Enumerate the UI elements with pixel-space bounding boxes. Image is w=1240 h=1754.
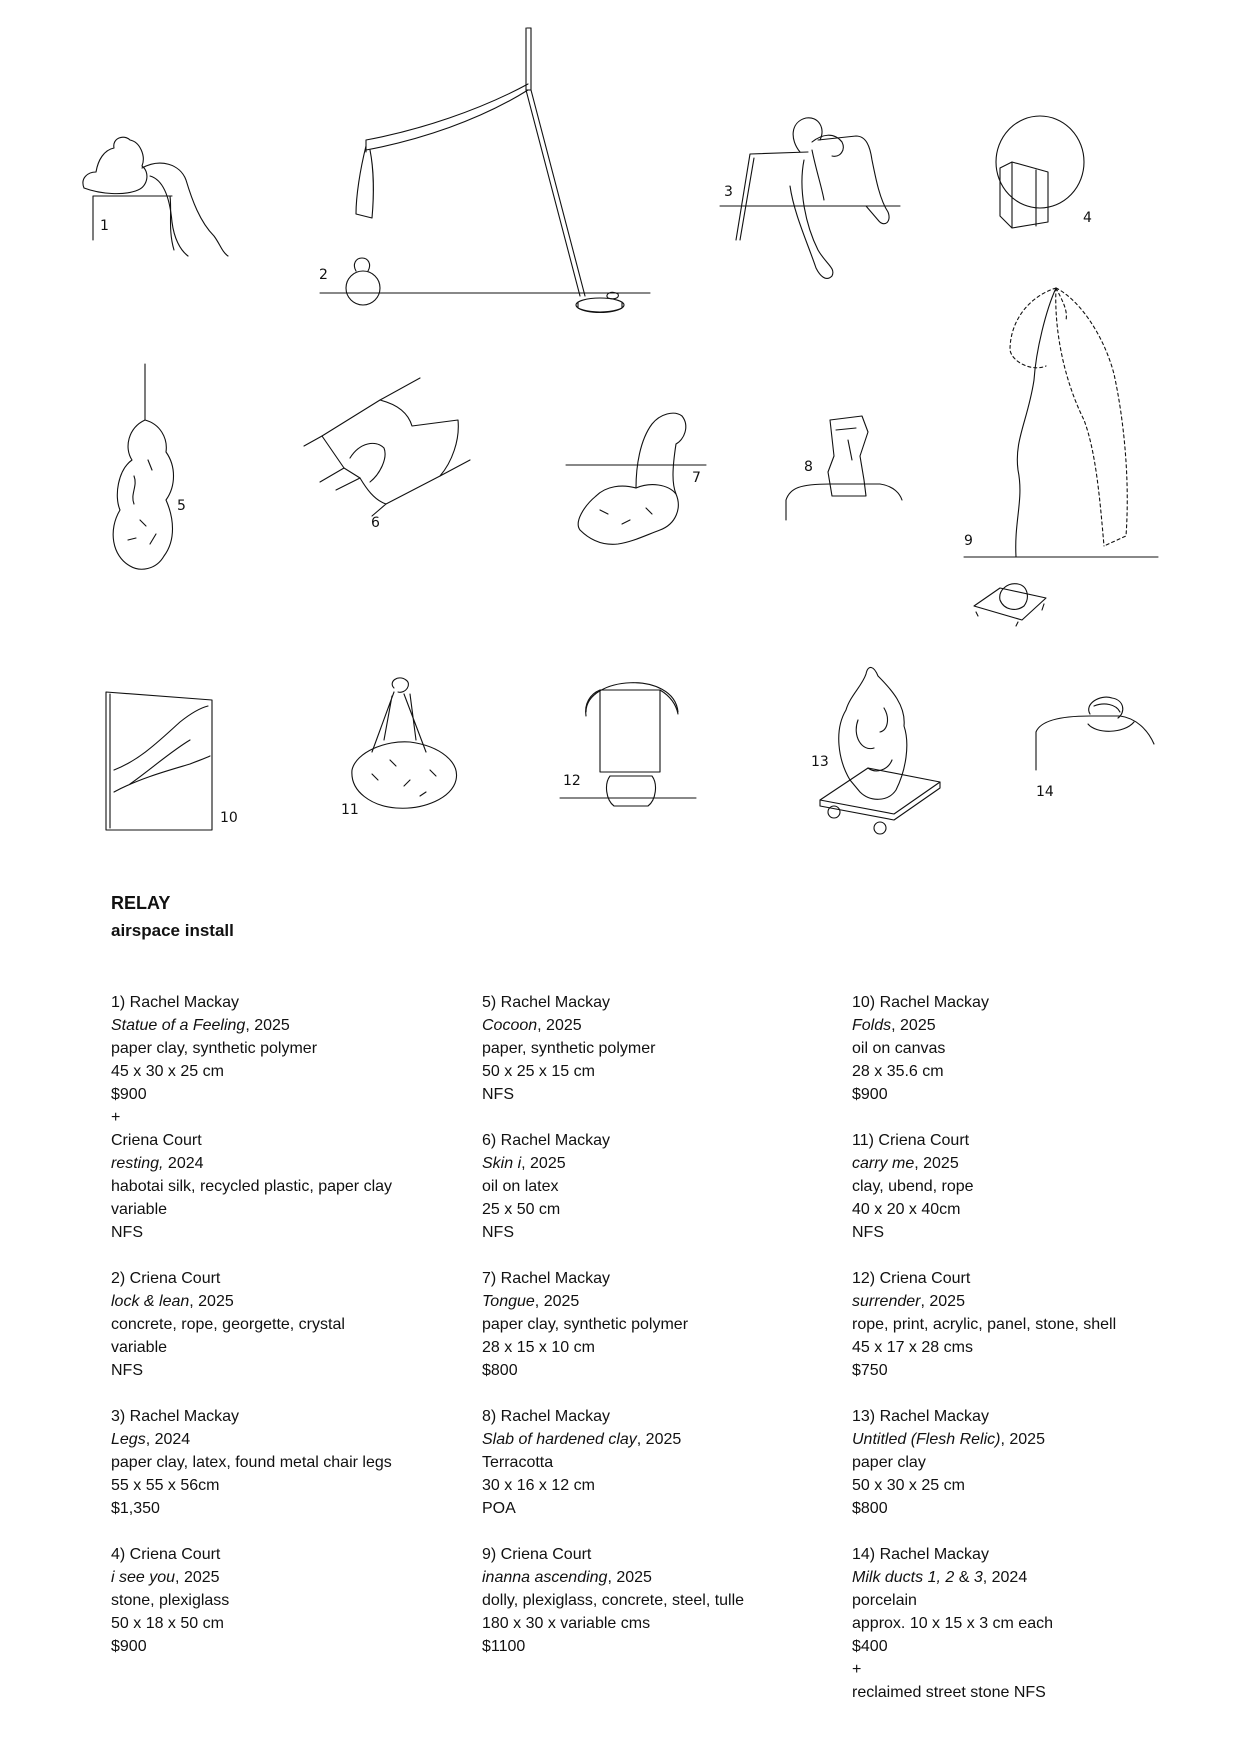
artwork-entry-line [111, 1106, 441, 1129]
artwork-detail: NFS [111, 1362, 143, 1379]
artwork-detail: 25 x 50 cm [482, 1201, 561, 1218]
artwork-detail-suffix: , 2025 [891, 1017, 936, 1034]
artwork-title: resting, [111, 1155, 164, 1172]
artwork-detail-suffix: , 2025 [607, 1569, 652, 1586]
artwork-title: Tongue [482, 1293, 535, 1310]
artwork-entry-line [852, 1037, 1182, 1060]
artwork-detail: 28 x 15 x 10 cm [482, 1339, 595, 1356]
artwork-4-drawing [996, 116, 1084, 228]
artwork-entry-line [111, 1313, 441, 1336]
artwork-detail: 1) Rachel Mackay [111, 994, 240, 1011]
artwork-detail: 2) Criena Court [111, 1270, 221, 1287]
artwork-detail: 13) Rachel Mackay [852, 1408, 989, 1425]
artwork-entry-line [852, 1497, 1182, 1520]
artwork-detail: 50 x 30 x 25 cm [852, 1477, 965, 1494]
artwork-entry-line [111, 1152, 441, 1175]
artwork-detail-suffix: , 2025 [175, 1569, 220, 1586]
artwork-entry-line [111, 1428, 441, 1451]
artwork-entry-line [111, 1543, 441, 1566]
artwork-detail: 180 x 30 x variable cms [482, 1615, 651, 1632]
artwork-detail: 8) Rachel Mackay [482, 1408, 611, 1425]
artwork-title: lock & lean [111, 1293, 190, 1310]
artwork-entry [482, 1267, 812, 1382]
artwork-entry [852, 991, 1182, 1106]
artwork-entry-line [482, 1566, 812, 1589]
artwork-entry-line [482, 1451, 812, 1474]
artwork-entry-line [852, 1658, 1182, 1681]
figure-number-2: 2 [319, 267, 328, 283]
figure-number-10: 10 [220, 810, 238, 826]
artwork-title: i see you [111, 1569, 176, 1586]
artwork-entry-line [111, 1566, 441, 1589]
artwork-entry-line [482, 1014, 812, 1037]
artwork-title: Statue of a Feeling [111, 1017, 246, 1034]
artwork-detail: Terracotta [482, 1454, 554, 1471]
artwork-entry-line [482, 1290, 812, 1313]
artwork-detail: $1100 [482, 1638, 526, 1655]
figure-number-14: 14 [1036, 784, 1054, 800]
artwork-entry [852, 1129, 1182, 1244]
figure-number-7: 7 [692, 470, 701, 486]
artwork-entry-line [482, 1267, 812, 1290]
artwork-entry-line [111, 1037, 441, 1060]
artwork-entry-line [852, 1060, 1182, 1083]
artwork-detail: paper clay, synthetic polymer [482, 1316, 689, 1333]
artwork-entry-line [111, 1060, 441, 1083]
artwork-detail: 4) Criena Court [111, 1546, 221, 1563]
artwork-list-column-3 [852, 991, 1182, 1727]
artwork-title: Cocoon [482, 1017, 538, 1034]
artwork-detail-suffix: , 2025 [189, 1293, 234, 1310]
artwork-entry-line [482, 1313, 812, 1336]
artwork-entry-line [111, 991, 441, 1014]
artwork-detail: NFS [482, 1224, 514, 1241]
artwork-detail: paper clay [852, 1454, 926, 1471]
artwork-entry-line [482, 1060, 812, 1083]
artwork-detail: oil on latex [482, 1178, 559, 1195]
artwork-detail: 45 x 30 x 25 cm [111, 1063, 224, 1080]
artwork-detail-suffix: & [954, 1569, 974, 1586]
artwork-entry-line [111, 1405, 441, 1428]
artwork-1-drawing [83, 137, 228, 256]
artwork-entry-line [111, 1198, 441, 1221]
artwork-entry-line [482, 1612, 812, 1635]
artwork-detail: rope, print, acrylic, panel, stone, shell [852, 1316, 1117, 1333]
artwork-detail-suffix: , 2025 [914, 1155, 959, 1172]
artwork-entry-line [111, 1267, 441, 1290]
artwork-entry-line [111, 1175, 441, 1198]
artwork-detail: + [111, 1109, 121, 1126]
artwork-detail-suffix: , 2025 [1000, 1431, 1045, 1448]
artwork-7-drawing [566, 413, 706, 544]
figure-number-9: 9 [964, 533, 973, 549]
artwork-entry-line [852, 1543, 1182, 1566]
artwork-entry-line [852, 1681, 1182, 1704]
artwork-detail: POA [482, 1500, 516, 1517]
artwork-detail: habotai silk, recycled plastic, paper clay [111, 1178, 393, 1195]
artwork-detail: NFS [852, 1224, 884, 1241]
artwork-entry-line [482, 1405, 812, 1428]
artwork-entry-line [852, 1635, 1182, 1658]
artwork-entry-line [852, 1428, 1182, 1451]
artwork-entry-line [482, 1359, 812, 1382]
figure-number-3: 3 [724, 184, 733, 200]
artwork-detail: 50 x 18 x 50 cm [111, 1615, 224, 1632]
artwork-title: Legs [111, 1431, 146, 1448]
artwork-entry-line [852, 1198, 1182, 1221]
artwork-title: Folds [852, 1017, 892, 1034]
page-title: RELAY [111, 893, 171, 913]
artwork-title: Milk ducts 1, 2 [852, 1569, 955, 1586]
artwork-entry-line [852, 1221, 1182, 1244]
artwork-detail: $900 [111, 1086, 147, 1103]
artwork-detail: NFS [482, 1086, 514, 1103]
artwork-entry-line [482, 1083, 812, 1106]
artwork-detail-suffix: , 2024 [145, 1431, 191, 1448]
artwork-entry [482, 1543, 812, 1658]
artwork-entry-line [111, 1083, 441, 1106]
artwork-detail: 30 x 16 x 12 cm [482, 1477, 595, 1494]
artwork-title: inanna ascending [482, 1569, 608, 1586]
artwork-entry-line [482, 1428, 812, 1451]
artwork-entry-line [482, 1175, 812, 1198]
artwork-entry-line [852, 1566, 1182, 1589]
artwork-entry-line [111, 1129, 441, 1152]
artwork-detail-suffix: , 2025 [537, 1017, 582, 1034]
artwork-detail: porcelain [852, 1592, 917, 1609]
artwork-entry-line [852, 1175, 1182, 1198]
installation-drawings [0, 0, 1240, 860]
artwork-entry-line [482, 1635, 812, 1658]
artwork-detail: 3) Rachel Mackay [111, 1408, 240, 1425]
artwork-detail-suffix: , 2025 [920, 1293, 965, 1310]
artwork-detail-suffix: , 2025 [534, 1293, 580, 1310]
artwork-detail: Criena Court [111, 1132, 202, 1149]
artwork-entry [111, 991, 441, 1244]
artwork-title: Skin i [482, 1155, 522, 1172]
artwork-detail: 6) Rachel Mackay [482, 1132, 611, 1149]
artwork-detail: + [852, 1661, 862, 1678]
artwork-14-drawing [1036, 697, 1154, 770]
artwork-detail: clay, ubend, rope [852, 1178, 974, 1195]
artwork-detail: 50 x 25 x 15 cm [482, 1063, 595, 1080]
artwork-entry-line [111, 1497, 441, 1520]
artwork-title: surrender [852, 1293, 921, 1310]
artwork-list-column-1 [111, 991, 441, 1681]
artwork-detail: 45 x 17 x 28 cms [852, 1339, 973, 1356]
artwork-entry-line [482, 991, 812, 1014]
artwork-entry-line [852, 1612, 1182, 1635]
artwork-detail-suffix: , 2024 [982, 1569, 1028, 1586]
artwork-detail: approx. 10 x 15 x 3 cm each [852, 1615, 1053, 1632]
artwork-entry [482, 1405, 812, 1520]
artwork-entry-line [111, 1474, 441, 1497]
page-subtitle: airspace install [111, 921, 234, 940]
artwork-entry-line [482, 1474, 812, 1497]
artwork-entry [482, 1129, 812, 1244]
figure-number-5: 5 [177, 498, 186, 514]
artwork-entry-line [111, 1451, 441, 1474]
artwork-entry-line [852, 1083, 1182, 1106]
artwork-detail-suffix: 2024 [163, 1155, 204, 1172]
artwork-entry [852, 1405, 1182, 1520]
artwork-detail: $750 [852, 1362, 888, 1379]
artwork-detail: paper clay, latex, found metal chair legs [111, 1454, 392, 1471]
artwork-detail-suffix: , 2025 [245, 1017, 290, 1034]
artwork-entry-line [852, 1014, 1182, 1037]
artwork-detail: variable [111, 1201, 168, 1218]
artwork-3-drawing [720, 118, 900, 279]
artwork-entry-line [111, 1635, 441, 1658]
artwork-detail: 5) Rachel Mackay [482, 994, 611, 1011]
artwork-10-drawing [106, 692, 212, 830]
artwork-entry-line [852, 1359, 1182, 1382]
artwork-title: 3 [973, 1569, 983, 1586]
artwork-detail-suffix: , 2025 [521, 1155, 566, 1172]
artwork-entry-line [482, 1336, 812, 1359]
artwork-entry [852, 1267, 1182, 1382]
artwork-detail: 7) Rachel Mackay [482, 1270, 611, 1287]
artwork-detail: 55 x 55 x 56cm [111, 1477, 220, 1494]
artwork-entry-line [482, 1129, 812, 1152]
artwork-entry [111, 1267, 441, 1382]
artwork-detail: 9) Criena Court [482, 1546, 592, 1563]
figure-number-13: 13 [811, 754, 829, 770]
artwork-entry-line [111, 1589, 441, 1612]
artwork-entry [482, 991, 812, 1106]
artwork-entry-line [852, 1129, 1182, 1152]
artwork-entry-line [482, 1152, 812, 1175]
artwork-detail: 11) Criena Court [852, 1132, 970, 1149]
artwork-title: Untitled (Flesh Relic) [852, 1431, 1001, 1448]
artwork-detail: oil on canvas [852, 1040, 946, 1057]
artwork-entry-line [852, 1589, 1182, 1612]
artwork-entry-line [111, 1221, 441, 1244]
artwork-entry [852, 1543, 1182, 1704]
artwork-entry-line [111, 1014, 441, 1037]
artwork-detail: $800 [482, 1362, 518, 1379]
artwork-detail-suffix: , 2025 [636, 1431, 682, 1448]
artwork-entry-line [482, 1497, 812, 1520]
artwork-entry-line [852, 1152, 1182, 1175]
figure-number-4: 4 [1083, 210, 1092, 226]
artwork-detail: variable [111, 1339, 168, 1356]
artwork-entry-line [111, 1359, 441, 1382]
artwork-entry-line [852, 1267, 1182, 1290]
artwork-entry-line [482, 1037, 812, 1060]
artwork-title: carry me [852, 1155, 915, 1172]
figure-number-8: 8 [804, 459, 813, 475]
artwork-6-drawing [304, 378, 470, 516]
artwork-entry-line [852, 1336, 1182, 1359]
figure-number-11: 11 [341, 802, 359, 818]
figure-number-6: 6 [371, 515, 380, 531]
artwork-detail: 28 x 35.6 cm [852, 1063, 944, 1080]
artwork-detail: paper clay, synthetic polymer [111, 1040, 318, 1057]
artwork-list-column-2 [482, 991, 812, 1681]
artwork-5-drawing [113, 364, 173, 569]
artwork-entry-line [852, 1313, 1182, 1336]
artwork-detail: $800 [852, 1500, 888, 1517]
artwork-detail: concrete, rope, georgette, crystal [111, 1316, 345, 1333]
artwork-entry-line [482, 1198, 812, 1221]
artwork-entry-line [111, 1336, 441, 1359]
artwork-entry-line [852, 1451, 1182, 1474]
artwork-detail: reclaimed street stone NFS [852, 1684, 1046, 1701]
artwork-detail: $900 [852, 1086, 888, 1103]
artwork-detail: 12) Criena Court [852, 1270, 971, 1287]
artwork-entry-line [482, 1221, 812, 1244]
artwork-detail: paper, synthetic polymer [482, 1040, 656, 1057]
artwork-detail: dolly, plexiglass, concrete, steel, tulle [482, 1592, 745, 1609]
figure-number-12: 12 [563, 773, 581, 789]
artwork-entry [111, 1543, 441, 1658]
artwork-9-drawing [964, 288, 1158, 626]
artwork-entry-line [852, 991, 1182, 1014]
artwork-detail: $1,350 [111, 1500, 160, 1517]
figure-number-1: 1 [100, 218, 109, 234]
artwork-11-drawing [352, 678, 457, 808]
artwork-detail: $900 [111, 1638, 147, 1655]
artwork-title: Slab of hardened clay [482, 1431, 637, 1448]
artwork-entry-line [482, 1543, 812, 1566]
artwork-entry-line [852, 1290, 1182, 1313]
artwork-entry-line [111, 1612, 441, 1635]
artwork-detail: 40 x 20 x 40cm [852, 1201, 961, 1218]
artwork-entry-line [482, 1589, 812, 1612]
artwork-detail: $400 [852, 1638, 888, 1655]
artwork-entry [111, 1405, 441, 1520]
artwork-detail: stone, plexiglass [111, 1592, 230, 1609]
artwork-entry-line [852, 1474, 1182, 1497]
artwork-detail: NFS [111, 1224, 143, 1241]
artwork-detail: 10) Rachel Mackay [852, 994, 989, 1011]
artwork-entry-line [852, 1405, 1182, 1428]
artwork-entry-line [111, 1290, 441, 1313]
artwork-detail: 14) Rachel Mackay [852, 1546, 989, 1563]
artwork-2-drawing [320, 28, 650, 313]
artwork-13-drawing [820, 667, 940, 834]
